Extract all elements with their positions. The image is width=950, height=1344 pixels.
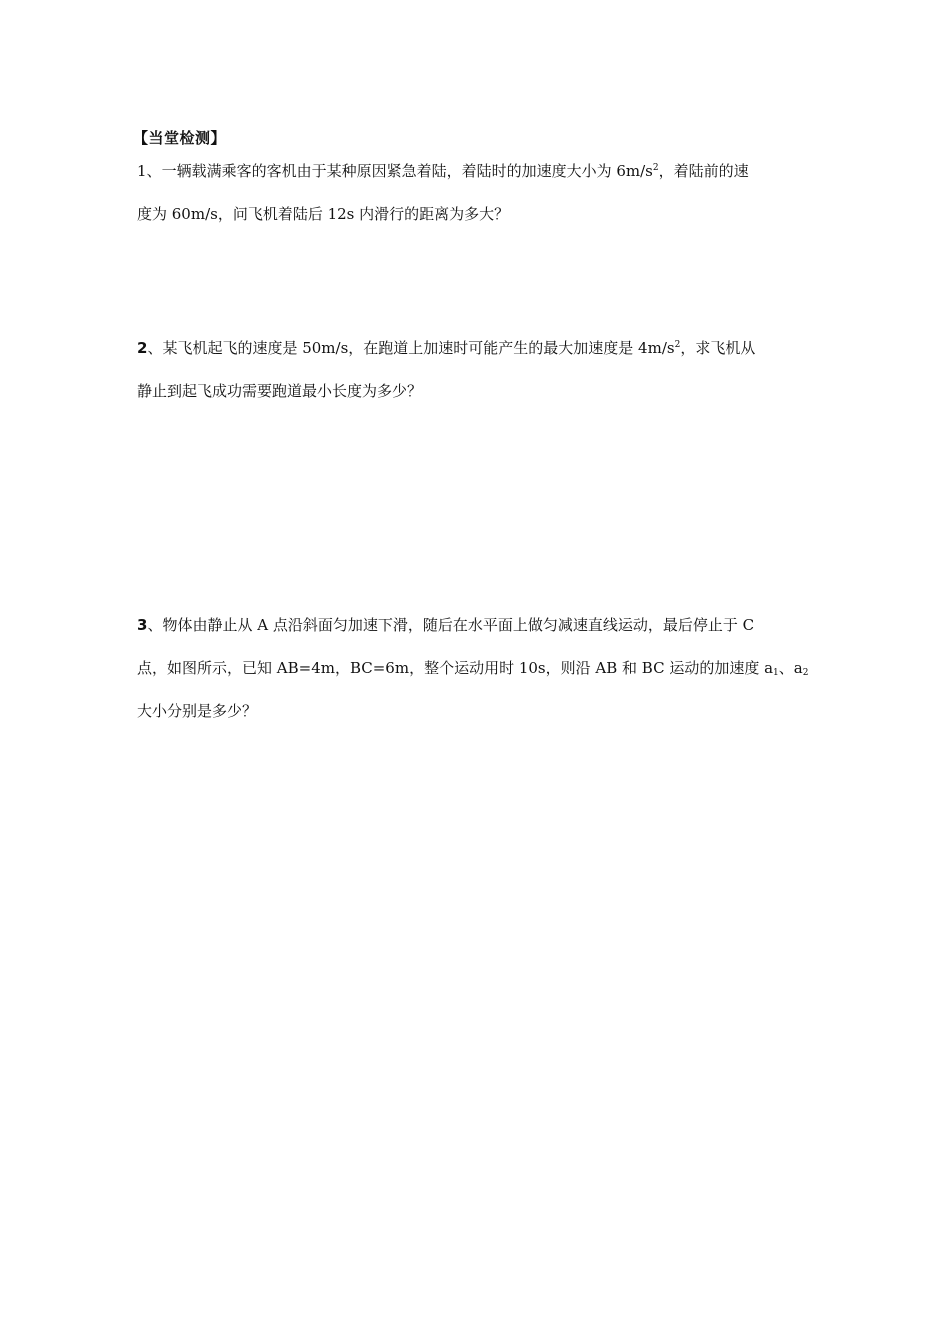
subscript: 1 [773,668,779,678]
question-3 [137,604,817,733]
subscript: 2 [802,668,809,678]
question-3-line-2: 点，如图所示，已知 AB=4m，BC=6m，整个运动用时 10s，则沿 AB 和 BC 运动的加速度 $a_1$、$a_2$ [137,659,809,678]
question-2-line-1: 2、某飞机起飞的速度是 50m/s，在跑道上加速时可能产生的最大加速度是 $4m/s^2$，求飞机从 [137,339,756,357]
question-1-number: 1 [137,162,147,180]
question-2-line-2: 静止到起飞成功需要跑道最小长度为多少？ [137,382,423,400]
question-2-number: 2 [137,339,148,357]
question-1-line-2: 度为 60m/s，问飞机着陆后 12s 内滑行的距离为多大？ [137,205,510,223]
question-1-line-1: 1、一辆载满乘客的客机由于某种原因紧急着陆，着陆时的加速度大小为 $6m/s^2$，着陆前的速 [137,162,749,180]
superscript: 2 [674,340,681,350]
section-heading: 【当堂检测】 [133,129,227,147]
question-2 [137,327,817,413]
question-3-line-1: 3、物体由静止从 A 点沿斜面匀加速下滑，随后在水平面上做匀减速直线运动，最后停止于 C [137,616,755,634]
question-3-number: 3 [137,616,148,634]
question-1 [137,150,817,236]
superscript: 2 [652,163,659,173]
question-3-line-3: 大小分别是多少？ [137,702,258,720]
